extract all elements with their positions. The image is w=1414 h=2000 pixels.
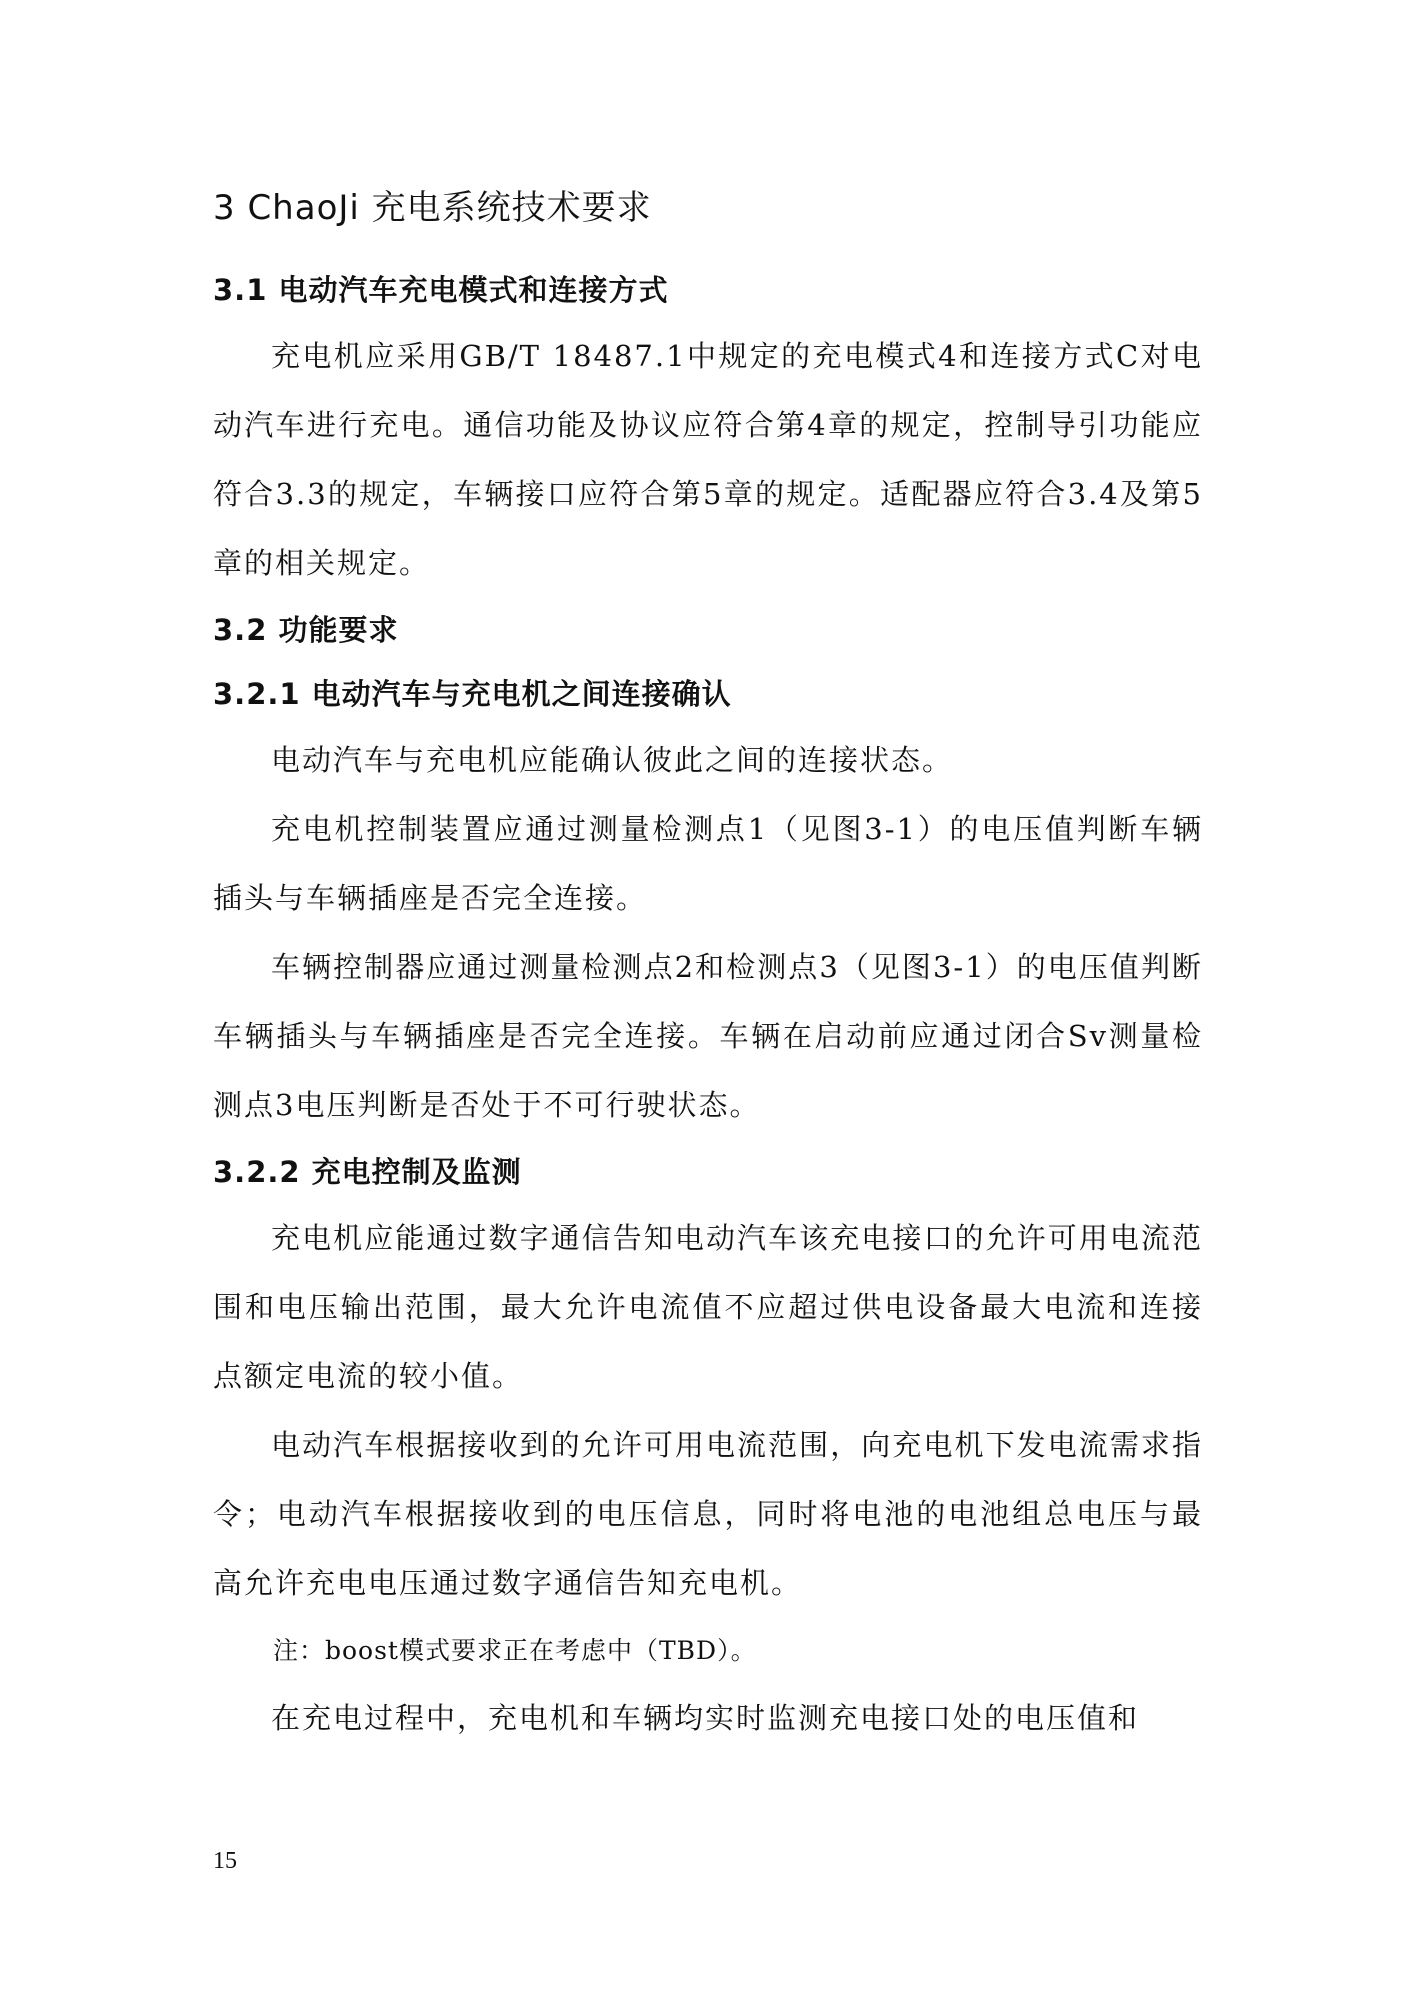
- section-3-1-paragraph: 充电机应采用GB/T 18487.1中规定的充电模式4和连接方式C对电动汽车进行充电。通信功能及协议应符合第4章的规定，控制导引功能应符合3.3的规定，车辆接口应符合第5章的规定。适配器应符合3.4及第5章的相关规定。: [213, 339, 1203, 580]
- page-content: [213, 180, 1203, 1753]
- chapter-title: 3 ChaoJi 充电系统技术要求: [213, 188, 652, 228]
- section-3-2-2-paragraph-2: 电动汽车根据接收到的允许可用电流范围，向充电机下发电流需求指令；电动汽车根据接收到的电压信息，同时将电池的电池组总电压与最高允许充电电压通过数字通信告知充电机。: [213, 1428, 1203, 1600]
- page-number: 15: [213, 1848, 237, 1874]
- section-3-2-2-paragraph-3: 在充电过程中，充电机和车辆均实时监测充电接口处的电压值和: [271, 1701, 1140, 1735]
- section-3-2-1-heading: 3.2.1 电动汽车与充电机之间连接确认: [213, 677, 732, 711]
- section-3-1-heading: 3.1 电动汽车充电模式和连接方式: [213, 273, 669, 307]
- section-3-2-1-paragraph-1: 电动汽车与充电机应能确认彼此之间的连接状态。: [271, 743, 954, 777]
- section-3-2-heading: 3.2 功能要求: [213, 613, 399, 647]
- section-3-2-1-paragraph-2: 充电机控制装置应通过测量检测点1（见图3-1）的电压值判断车辆插头与车辆插座是否完全连接。: [213, 812, 1203, 915]
- section-3-2-2-heading: 3.2.2 充电控制及监测: [213, 1155, 522, 1189]
- boost-mode-note: 注：boost模式要求正在考虑中（TBD）。: [273, 1636, 757, 1665]
- section-3-2-1-paragraph-3: 车辆控制器应通过测量检测点2和检测点3（见图3-1）的电压值判断车辆插头与车辆插座是否完全连接。车辆在启动前应通过闭合Sv测量检测点3电压判断是否处于不可行驶状态。: [213, 950, 1203, 1122]
- section-3-2-2-paragraph-1: 充电机应能通过数字通信告知电动汽车该充电接口的允许可用电流范围和电压输出范围，最大允许电流值不应超过供电设备最大电流和连接点额定电流的较小值。: [213, 1221, 1203, 1393]
